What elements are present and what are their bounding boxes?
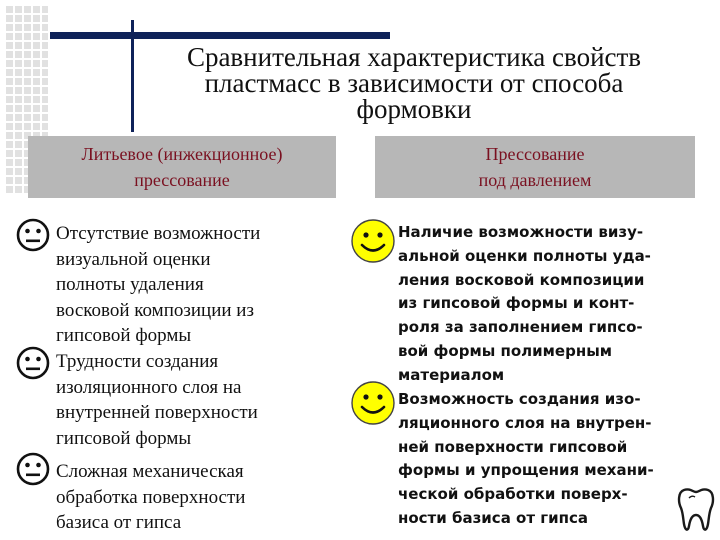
right-item-2-line: ности базиса от гипса xyxy=(398,508,588,527)
right-item-2-line: ческой обработки поверх- xyxy=(398,485,628,504)
right-item-2-line: формы и упрощения механи- xyxy=(398,461,654,480)
neutral-face-icon xyxy=(16,452,50,486)
left-item-1-line: Отсутствие возможности xyxy=(56,223,261,244)
title-decoration-bar xyxy=(50,32,390,39)
right-item-1-line: из гипсовой формы и конт- xyxy=(398,294,635,313)
left-header-line-2: прессование xyxy=(134,170,230,190)
right-item-2-line: ней поверхности гипсовой xyxy=(398,437,628,456)
title-line-1: Сравнительная характеристика свойств xyxy=(186,42,642,72)
right-column-header xyxy=(375,136,695,198)
left-item-2-line: внутренней поверхности xyxy=(56,402,258,424)
left-item-1 xyxy=(56,221,346,349)
right-header-line-1: Прессование xyxy=(485,144,585,164)
left-item-2 xyxy=(56,349,346,451)
left-item-2-line: изоляционного слоя на xyxy=(56,376,242,398)
right-item-1-line: ления восковой композиции xyxy=(398,270,645,289)
neutral-face-icon xyxy=(16,218,50,252)
slide-title xyxy=(140,44,688,122)
left-item-2-line: гипсовой формы xyxy=(56,427,192,449)
right-item-1-line: Наличие возможности визу- xyxy=(398,223,644,241)
right-item-1-line: материалом xyxy=(398,365,505,384)
left-item-3-line: базиса от гипса xyxy=(56,512,182,534)
right-item-1-line: альной оценки полноты уда- xyxy=(398,246,651,265)
smiley-face-icon xyxy=(350,218,396,264)
title-line-3: формовки xyxy=(356,94,472,124)
left-item-3-line: Сложная механическая xyxy=(56,461,244,482)
tooth-logo-icon xyxy=(676,486,716,534)
right-item-1 xyxy=(398,221,698,388)
left-item-3 xyxy=(56,459,346,536)
right-item-1-line: вой формы полимерным xyxy=(398,341,613,360)
left-column-header xyxy=(28,136,336,198)
right-item-2 xyxy=(398,388,698,531)
right-item-1-line: роля за заполнением гипсо- xyxy=(398,318,643,337)
right-header-line-2: под давлением xyxy=(478,170,592,190)
left-item-1-line: восковой композиции из xyxy=(56,299,254,321)
left-item-1-line: полноты удаления xyxy=(56,274,204,296)
left-item-2-line: Трудности создания xyxy=(56,351,219,372)
left-item-1-line: гипсовой формы xyxy=(56,325,192,347)
right-item-2-line: ляционного слоя на внутрен- xyxy=(398,413,652,432)
title-decoration-line xyxy=(131,20,134,132)
smiley-face-icon xyxy=(350,380,396,426)
left-item-1-line: визуальной оценки xyxy=(56,248,211,270)
right-item-2-line: Возможность создания изо- xyxy=(398,390,641,408)
left-item-3-line: обработка поверхности xyxy=(56,486,246,508)
neutral-face-icon xyxy=(16,346,50,380)
title-line-2: пластмасс в зависимости от способа xyxy=(204,68,624,98)
left-header-line-1: Литьевое (инжекционное) xyxy=(81,144,283,164)
